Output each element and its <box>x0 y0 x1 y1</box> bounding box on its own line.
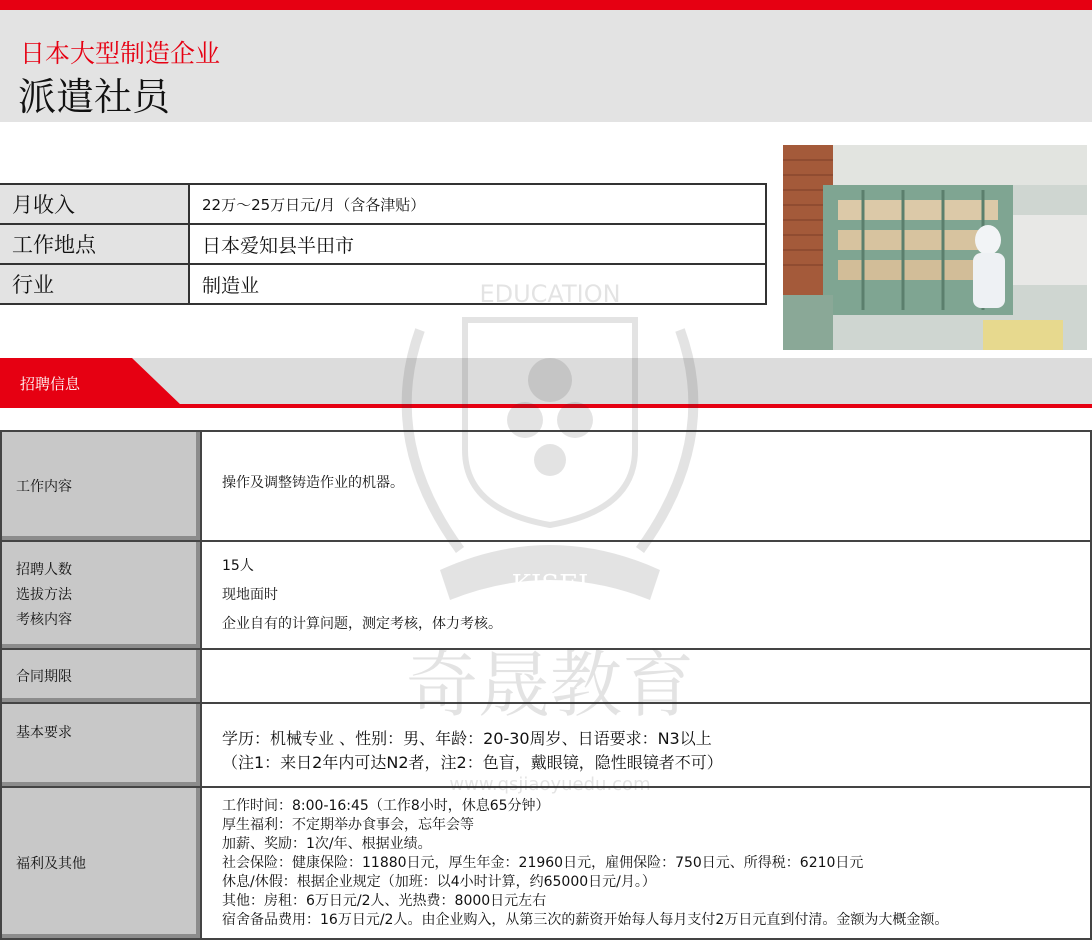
summary-row-location <box>0 224 766 264</box>
welfare-line-7: 宿舍备品费用：16万日元/2人。由企业购入，从第三次的薪资开始每人每月支付2万日元直到付清。金额为大概金额。 <box>222 911 949 928</box>
row-welfare <box>1 787 1091 939</box>
section-title: 招聘信息 <box>20 375 81 393</box>
watermark-url: www.qsjiaoyuedu.com <box>449 774 651 795</box>
welfare-line-2: 厚生福利：不定期举办食事会，忘年会等 <box>222 816 474 833</box>
row-work-content <box>1 431 1091 541</box>
row-requirements <box>1 703 1091 787</box>
company-name: 日本大型制造企业 <box>20 39 221 68</box>
work-content-label: 工作内容 <box>1 431 201 541</box>
watermark-chinese: 奇晟教育 <box>405 643 695 727</box>
income-label: 月收入 <box>0 184 189 224</box>
location-label: 工作地点 <box>0 224 189 264</box>
exam-label: 考核内容 <box>16 611 72 628</box>
factory-photo-icon <box>783 145 1087 350</box>
recruit-labels <box>1 541 201 649</box>
welfare-value <box>201 787 1091 939</box>
summary-row-industry <box>0 264 766 304</box>
requirements-line-2: （注1：来日2年内可达N2者，注2：色盲，戴眼镜，隐性眼镜者不可） <box>222 753 723 772</box>
location-value: 日本爱知县半田市 <box>189 224 766 264</box>
top-accent-bar <box>0 0 1092 10</box>
exam-value: 企业自有的计算问题，测定考核，体力考核。 <box>222 615 502 632</box>
section-divider <box>0 404 1092 408</box>
income-value: 22万～25万日元/月（含各津贴） <box>189 184 766 224</box>
row-contract <box>1 649 1091 703</box>
welfare-line-5: 休息/休假：根据企业规定（加班：以4小时计算，约65000日元/月。） <box>222 873 656 890</box>
detail-table <box>0 430 1092 940</box>
requirements-value <box>201 703 1091 787</box>
industry-value: 制造业 <box>189 264 766 304</box>
headcount-label: 招聘人数 <box>16 561 72 578</box>
contract-value <box>201 649 1091 703</box>
welfare-line-3: 加薪、奖励：1次/年、根据业绩。 <box>222 835 432 852</box>
recruit-values <box>201 541 1091 649</box>
headcount-value: 15人 <box>222 557 254 574</box>
job-title: 派遣社员 <box>18 75 171 119</box>
row-recruitment <box>1 541 1091 649</box>
watermark-education: EDUCATION <box>479 280 621 308</box>
summary-row-income <box>0 184 766 224</box>
requirements-line-1: 学历：机械专业 、性别：男、年龄：20-30周岁、日语要求：N3以上 <box>222 729 712 748</box>
contract-label: 合同期限 <box>1 649 201 703</box>
selection-value: 现地面时 <box>222 586 278 603</box>
page-header <box>0 10 1092 122</box>
welfare-line-6: 其他：房租：6万日元/2人、光热费：8000日元左右 <box>222 892 547 909</box>
welfare-line-1: 工作时间：8:00-16:45（工作8小时，休息65分钟） <box>222 797 550 814</box>
work-content-value: 操作及调整铸造作业的机器。 <box>201 431 1091 541</box>
requirements-label: 基本要求 <box>1 703 201 787</box>
factory-photo <box>783 145 1087 350</box>
welfare-line-4: 社会保险：健康保险：11880日元，厚生年金：21960日元，雇佣保险：750日元、所得税：6210日元 <box>222 854 864 871</box>
selection-label: 选拔方法 <box>16 586 72 603</box>
welfare-label: 福利及其他 <box>1 787 201 939</box>
summary-table <box>0 183 767 305</box>
industry-label: 行业 <box>0 264 189 304</box>
watermark-kisei: KISEI <box>511 570 589 600</box>
